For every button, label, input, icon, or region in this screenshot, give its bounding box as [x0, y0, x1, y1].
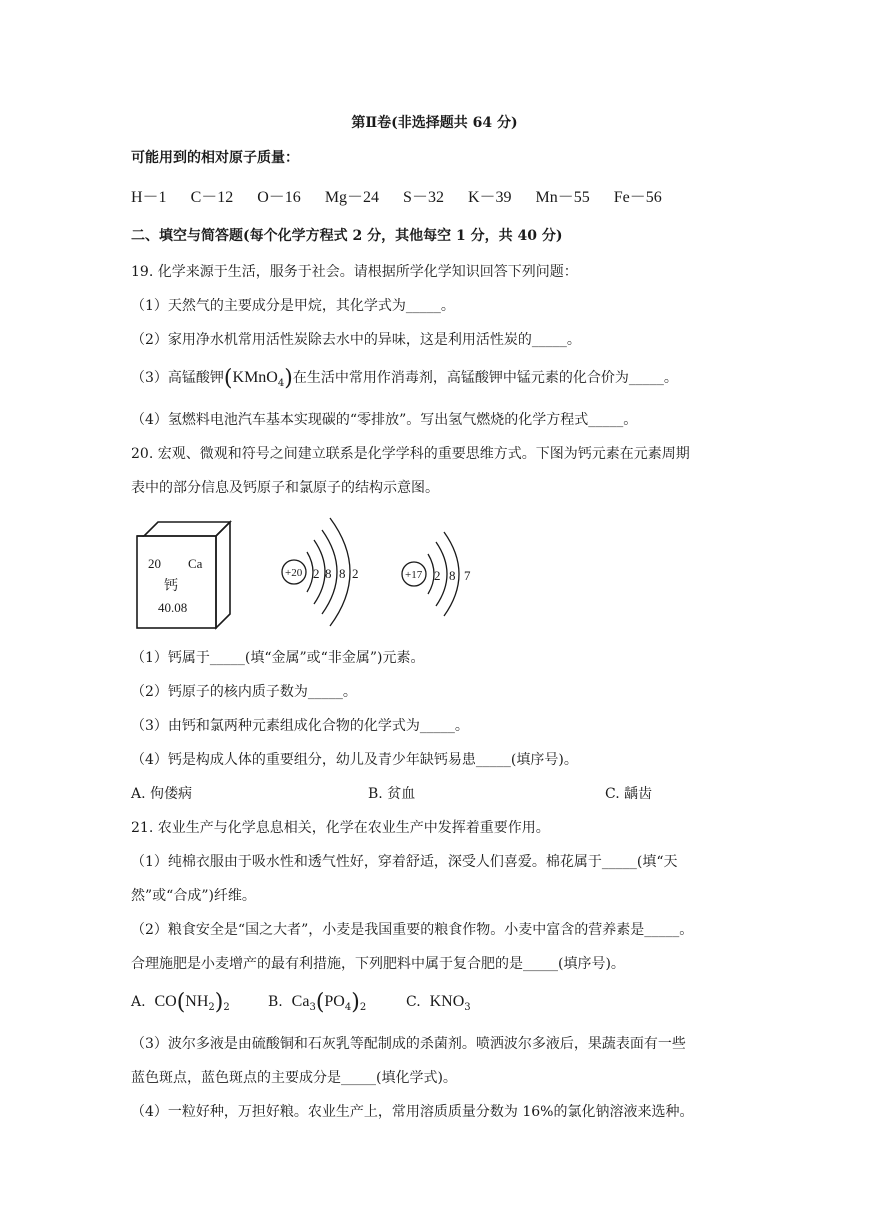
atomic-mass-item: Mn－55 [535, 189, 590, 206]
q20-sub3: （3）由钙和氯两种元素组成化合物的化学式为_____。 [131, 718, 469, 734]
q21-sub2-line2: 合理施肥是小麦增产的最有利措施，下列肥料中属于复合肥的是_____(填序号)。 [131, 956, 625, 972]
phosphate-formula-po: PO [324, 993, 345, 1010]
atomic-mass-item: K－39 [467, 189, 512, 206]
phosphate-formula-ca: Ca [291, 993, 310, 1010]
phosphate-sub-inner: 4 [344, 1001, 352, 1013]
atomic-mass-item: C－12 [190, 189, 234, 206]
kno3-sub: 3 [464, 1001, 471, 1013]
phosphate-sub-ca: 3 [309, 1001, 316, 1013]
ca-shell-electrons: 2 [313, 566, 320, 581]
q20-option-b: B. 贫血 [368, 786, 416, 802]
ca-shell-electrons: 8 [325, 566, 332, 581]
q20-option-c: C. 龋齿 [605, 786, 653, 802]
atomic-mass-heading: 可能用到的相对原子质量： [131, 150, 299, 166]
phosphate-sub-outer: 2 [359, 1001, 367, 1013]
atomic-mass-item: Mg－24 [324, 189, 380, 206]
q19-sub3: （3）高锰酸钾(KMnO$_4$)在生活中常用作消毒剂，高锰酸钾中锰元素的化合价为_____。 [131, 366, 678, 391]
q21-sub1-line1: （1）纯棉衣服由于吸水性和透气性好，穿着舒适，深受人们喜爱。棉花属于_____(填“天 [131, 854, 678, 870]
chlorine-atom-diagram [402, 532, 471, 616]
urea-sub-inner: 2 [208, 1001, 215, 1013]
ca-name: 钙 [164, 579, 178, 594]
q19-stem: 19. 化学来源于生活，服务于社会。请根据所学化学知识回答下列问题： [131, 264, 578, 280]
option-a-label: A. [131, 994, 146, 1010]
section-title: 第Ⅱ卷(非选择题共 64 分) [351, 115, 518, 131]
q19-sub1: （1）天然气的主要成分是甲烷，其化学式为_____。 [131, 298, 455, 314]
q19-sub3-post: 在生活中常用作消毒剂，高锰酸钾中锰元素的化合价为_____。 [292, 370, 678, 386]
atomic-mass-item: Fe－56 [613, 189, 662, 206]
q19-sub4: （4）氢燃料电池汽车基本实现碳的“零排放”。写出氢气燃烧的化学方程式_____。 [131, 412, 638, 428]
q20-option-a: A. 佝偻病 [131, 786, 193, 802]
ca-symbol: Ca [188, 556, 203, 571]
cl-shell-electrons: 8 [449, 568, 456, 583]
kno3-formula: KNO [429, 993, 465, 1010]
q20-sub1: （1）钙属于_____(填“金属”或“非金属”)元素。 [131, 650, 425, 666]
q21-sub4: （4）一粒好种，万担好粮。农业生产上，常用溶质质量分数为 16%的氯化钠溶液来选种。 [131, 1104, 694, 1120]
cl-nucleus-charge: +17 [405, 569, 423, 581]
atomic-mass-item: S－32 [403, 189, 444, 206]
q21-option-b: B. $Ca_3(PO_4)_2$ [268, 990, 367, 1015]
option-b-label: B. [268, 994, 283, 1010]
calcium-atom-diagram [282, 518, 359, 626]
ca-shell-electrons: 2 [352, 566, 359, 581]
calcium-element-figure [0, 512, 869, 642]
ca-atomic-mass: 40.08 [158, 600, 188, 615]
q21-sub2-line1: （2）粮食安全是“国之大者”，小麦是我国重要的粮食作物。小麦中富含的营养素是_____。 [131, 922, 694, 938]
q21-stem: 21. 农业生产与化学息息相关，化学在农业生产中发挥着重要作用。 [131, 820, 550, 836]
cl-shell-electrons: 7 [464, 568, 471, 583]
ca-shell-electrons: 8 [339, 566, 346, 581]
ca-nucleus-charge: +20 [285, 567, 303, 579]
q20-stem-line2: 表中的部分信息及钙原子和氯原子的结构示意图。 [131, 480, 439, 496]
option-c-label: C. [406, 994, 421, 1010]
atomic-mass-item: O－16 [257, 189, 301, 206]
cl-shell-electrons: 2 [434, 568, 441, 583]
urea-formula-nh: NH [185, 993, 209, 1010]
atomic-mass-item: H－1 [131, 189, 167, 206]
q21-sub3-line1: （3）波尔多液是由硫酸铜和石灰乳等配制成的杀菌剂。喷洒波尔多液后，果蔬表面有一些 [131, 1036, 686, 1052]
q21-sub1-line2: 然”或“合成”)纤维。 [131, 888, 256, 904]
urea-sub-outer: 2 [223, 1001, 230, 1013]
q19-sub3-pre: （3）高锰酸钾 [131, 370, 224, 386]
q21-option-a: A. $CO(NH_2)_2$ [131, 990, 230, 1015]
part2-heading: 二、填空与简答题(每个化学方程式 2 分，其他每空 1 分，共 40 分) [131, 228, 563, 244]
q21-sub3-line2: 蓝色斑点，蓝色斑点的主要成分是_____(填化学式)。 [131, 1070, 457, 1086]
ca-atomic-number: 20 [148, 556, 161, 571]
q21-option-c [406, 992, 471, 1018]
q19-sub2: （2）家用净水机常用活性炭除去水中的异味，这是利用活性炭的_____。 [131, 332, 581, 348]
q20-stem-line1: 20. 宏观、微观和符号之间建立联系是化学学科的重要思维方式。下图为钙元素在元素周期 [131, 446, 690, 462]
kmno4-formula: KMnO [232, 369, 278, 386]
urea-formula-co: CO [154, 993, 177, 1010]
kmno4-subscript: 4 [277, 377, 285, 389]
q20-sub4: （4）钙是构成人体的重要组分，幼儿及青少年缺钙易患_____(填序号)。 [131, 752, 578, 768]
atomic-mass-list [131, 184, 682, 207]
q20-sub2: （2）钙原子的核内质子数为_____。 [131, 684, 357, 700]
